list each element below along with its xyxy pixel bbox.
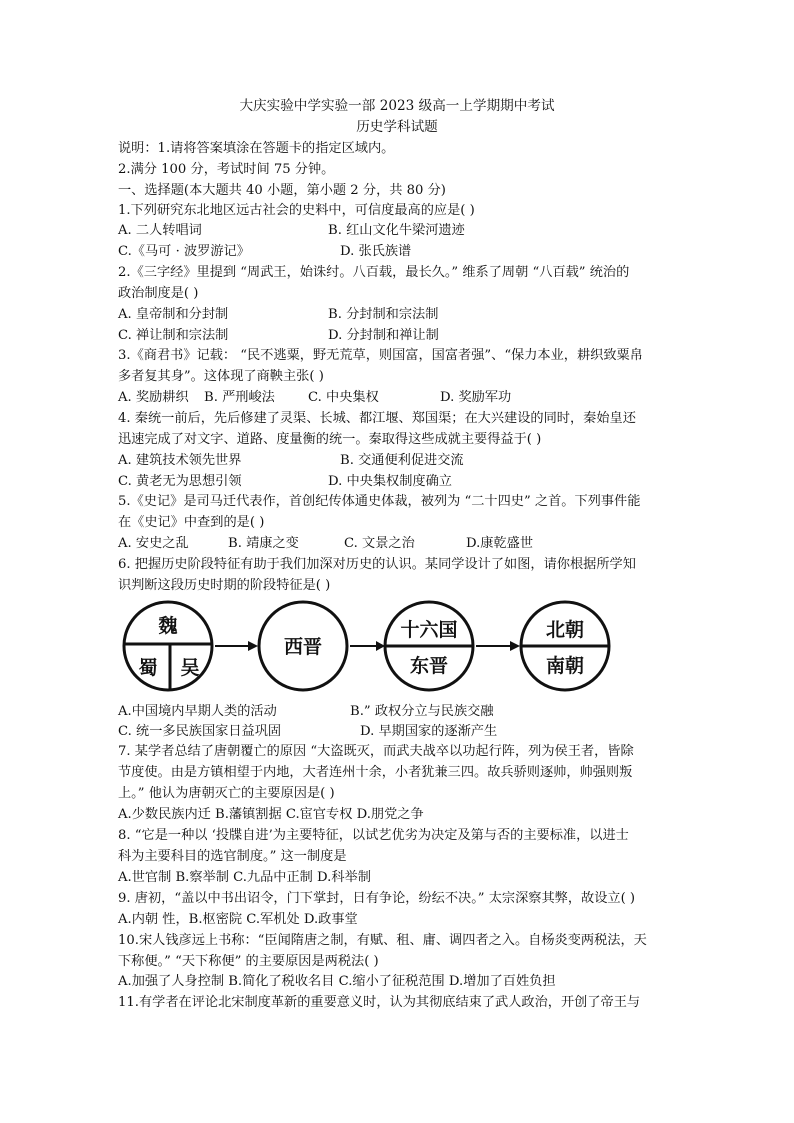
option-c: C.《马可 · 波罗游记》 [118,244,250,259]
option-a: A. 奖励耕织 [118,390,189,405]
question-options: A.世官制 B.察举制 C.九品中正制 D.科举制 [118,870,371,885]
option-b: B. 分封制和宗法制 [328,307,439,322]
question-stem: 10.宋人钱彦远上书称：“臣闻隋唐之制，有赋、租、庸、调四者之入。自杨炎变两税法，天 [118,933,647,948]
section-heading: 一、选择题(本大题共 40 小题，第小题 2 分，共 80 分) [118,183,446,198]
option-b: B.” 政权分立与民族交融 [350,704,494,719]
question-stem: 9. 唐初，“盖以中书出诏令，门下掌封，日有争论，纷纭不决。” 太宗深察其弊，故设立( ) [118,891,636,906]
label-wei: 魏 [158,615,178,637]
option-d: D. 分封制和禅让制 [328,328,439,343]
question-stem: 迅速完成了对文字、道路、度量衡的统一。秦取得这些成就主要得益于( ) [118,432,542,447]
label-wu: 吴 [180,657,200,679]
label-sixteen-kingdoms: 十六国 [400,619,458,641]
instruction-line: 说明：1.请将答案填涂在答题卡的指定区域内。 [118,141,395,156]
question-stem: 8. “它是一种以 ‘投牒自进’为主要特征，以试艺优劣为决定及第与否的主要标准，以进士 [118,828,629,843]
question-stem: 科为主要科目的选官制度。” 这一制度是 [118,849,347,864]
question-stem: 下称便。” “天下称便” 的主要原因是两税法( ) [118,954,379,969]
option-b: B. 靖康之变 [228,536,299,551]
option-d: D. 张氏族谱 [340,244,412,259]
option-c: C. 文景之治 [344,536,415,551]
option-c: C. 禅让制和宗法制 [118,328,229,343]
option-d: D. 早期国家的逐渐产生 [360,724,498,739]
question-stem: 节度使。由是方镇相望于内地，大者连州十余，小者犹兼三四。故兵骄则逐帅，帅强则叛 [118,765,633,780]
option-c: C. 统一多民族国家日益巩固 [118,724,282,739]
option-a: A. 建筑技术领先世界 [118,453,242,468]
arrow-head [510,641,520,651]
question-stem: 11.有学者在评论北宋制度革新的重要意义时，认为其彻底结束了武人政治，开创了帝王与 [118,995,641,1010]
option-a: A. 皇帝制和分封制 [118,307,229,322]
option-b: B. 交通便利促进交流 [340,453,464,468]
option-b: B. 严刑峻法 [204,390,275,405]
option-a: A. 二人转唱词 [118,223,202,238]
label-northern-dynasties: 北朝 [545,619,585,641]
label-shu: 蜀 [138,657,158,679]
question-stem: 2.《三字经》里提到 “周武王，始诛纣。八百载，最长久。” 维系了周朝 “八百载” 统治的 [118,265,630,280]
exam-title: 大庆实验中学实验一部 2023 级高一上学期期中考试 [239,98,555,114]
option-d: D.康乾盛世 [466,536,534,551]
option-c: C. 黄老无为思想引领 [118,474,242,489]
question-stem: 在《史记》中查到的是( ) [118,515,265,530]
dynasty-flow-diagram [122,600,612,695]
exam-subtitle: 历史学科试题 [356,119,438,135]
option-b: B. 红山文化牛梁河遗迹 [328,223,465,238]
label-southern-dynasties: 南朝 [545,655,585,677]
question-options: A.加强了人身控制 B.简化了税收名目 C.缩小了征税范围 D.增加了百姓负担 [118,974,556,989]
option-c: C. 中央集权 [308,390,379,405]
question-stem: 1.下列研究东北地区远古社会的史料中，可信度最高的应是( ) [118,203,475,218]
label-eastern-jin: 东晋 [409,655,449,677]
question-stem: 7. 某学者总结了唐朝覆亡的原因 “大盗既灭，而武夫战卒以功起行阵，列为侯王者，皆除 [118,744,634,759]
question-options: A.内朝 性，B.枢密院 C.军机处 D.政事堂 [118,912,358,927]
option-a: A.中国境内早期人类的活动 [118,704,277,719]
option-d: D. 中央集权制度确立 [328,474,452,489]
option-a: A. 安史之乱 [118,536,189,551]
arrow-head [248,641,258,651]
question-options: A.少数民族内迁 B.藩镇割据 C.宦官专权 D.朋党之争 [118,807,424,822]
question-stem: 上。” 他认为唐朝灭亡的主要原因是( ) [118,786,335,801]
option-d: D. 奖励军功 [440,390,512,405]
question-stem: 3.《商君书》记载： “民不逃粟，野无荒草，则国富，国富者强”、“保力本业，耕织致粟帛 [118,348,643,363]
question-stem: 政治制度是( ) [118,286,199,301]
question-stem: 多者复其身”。这体现了商鞅主张( ) [118,369,324,384]
question-stem: 5.《史记》是司马迁代表作，首创纪传体通史体裁，被列为 “二十四史” 之首。下列事件能 [118,494,641,509]
label-western-jin: 西晋 [283,636,323,658]
instruction-line: 2.满分 100 分，考试时间 75 分钟。 [118,162,335,177]
question-stem: 6. 把握历史阶段特征有助于我们加深对历史的认识。某同学设计了如图，请你根据所学知 [118,557,636,572]
question-stem: 4. 秦统一前后，先后修建了灵渠、长城、都江堰、郑国渠；在大兴建设的同时，秦始皇还 [118,411,636,426]
question-stem: 识判断这段历史时期的阶段特征是( ) [118,578,331,593]
